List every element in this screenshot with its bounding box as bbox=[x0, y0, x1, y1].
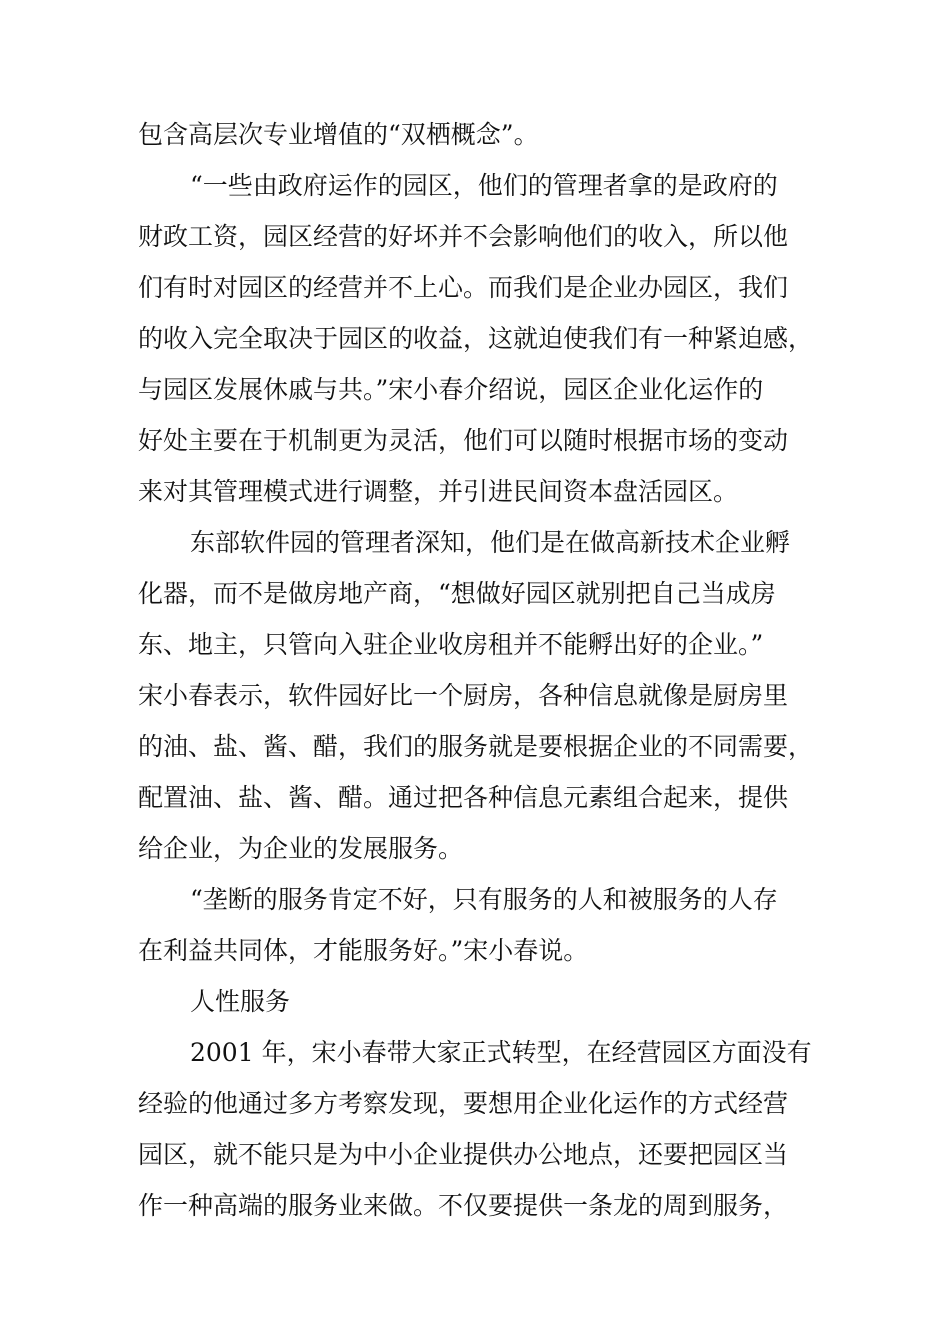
text-line: 2001 年，宋小春带大家正式转型，在经营园区方面没有 bbox=[190, 1038, 812, 1067]
text-line: 的油、盐、酱、醋，我们的服务就是要根据企业的不同需要， bbox=[138, 732, 814, 761]
text-line: 宋小春表示，软件园好比一个厨房，各种信息就像是厨房里 bbox=[138, 681, 789, 710]
text-line: 园区，就不能只是为中小企业提供办公地点，还要把园区当 bbox=[138, 1140, 789, 1169]
text-line: 在利益共同体，才能服务好。”宋小春说。 bbox=[138, 936, 589, 965]
text-line: 们有时对园区的经营并不上心。而我们是企业办园区，我们 bbox=[138, 273, 789, 302]
text-line: 财政工资，园区经营的好坏并不会影响他们的收入，所以他 bbox=[138, 222, 789, 251]
section-heading: 人性服务 bbox=[190, 987, 291, 1016]
text-line: 经验的他通过多方考察发现，要想用企业化运作的方式经营 bbox=[138, 1089, 789, 1118]
text-line: “一些由政府运作的园区，他们的管理者拿的是政府的 bbox=[190, 171, 778, 200]
text-line: 来对其管理模式进行调整，并引进民间资本盘活园区。 bbox=[138, 477, 739, 506]
text-line: 好处主要在于机制更为灵活，他们可以随时根据市场的变动 bbox=[138, 426, 789, 455]
text-line: “垄断的服务肯定不好，只有服务的人和被服务的人存 bbox=[190, 885, 778, 914]
text-line: 的收入完全取决于园区的收益，这就迫使我们有一种紧迫感， bbox=[138, 324, 814, 353]
text-line: 配置油、盐、酱、醋。通过把各种信息元素组合起来，提供 bbox=[138, 783, 789, 812]
text-line: 包含高层次专业增值的“双栖概念”。 bbox=[138, 120, 539, 149]
text-line: 东部软件园的管理者深知，他们是在做高新技术企业孵 bbox=[190, 528, 791, 557]
text-line: 与园区发展休戚与共。”宋小春介绍说，园区企业化运作的 bbox=[138, 375, 764, 404]
text-line: 给企业，为企业的发展服务。 bbox=[138, 834, 464, 863]
text-line: 作一种高端的服务业来做。不仅要提供一条龙的周到服务， bbox=[138, 1191, 789, 1220]
text-line: 化器，而不是做房地产商，“想做好园区就别把自己当成房 bbox=[138, 579, 776, 608]
text-line: 东、地主，只管向入驻企业收房租并不能孵出好的企业。” bbox=[138, 630, 764, 659]
